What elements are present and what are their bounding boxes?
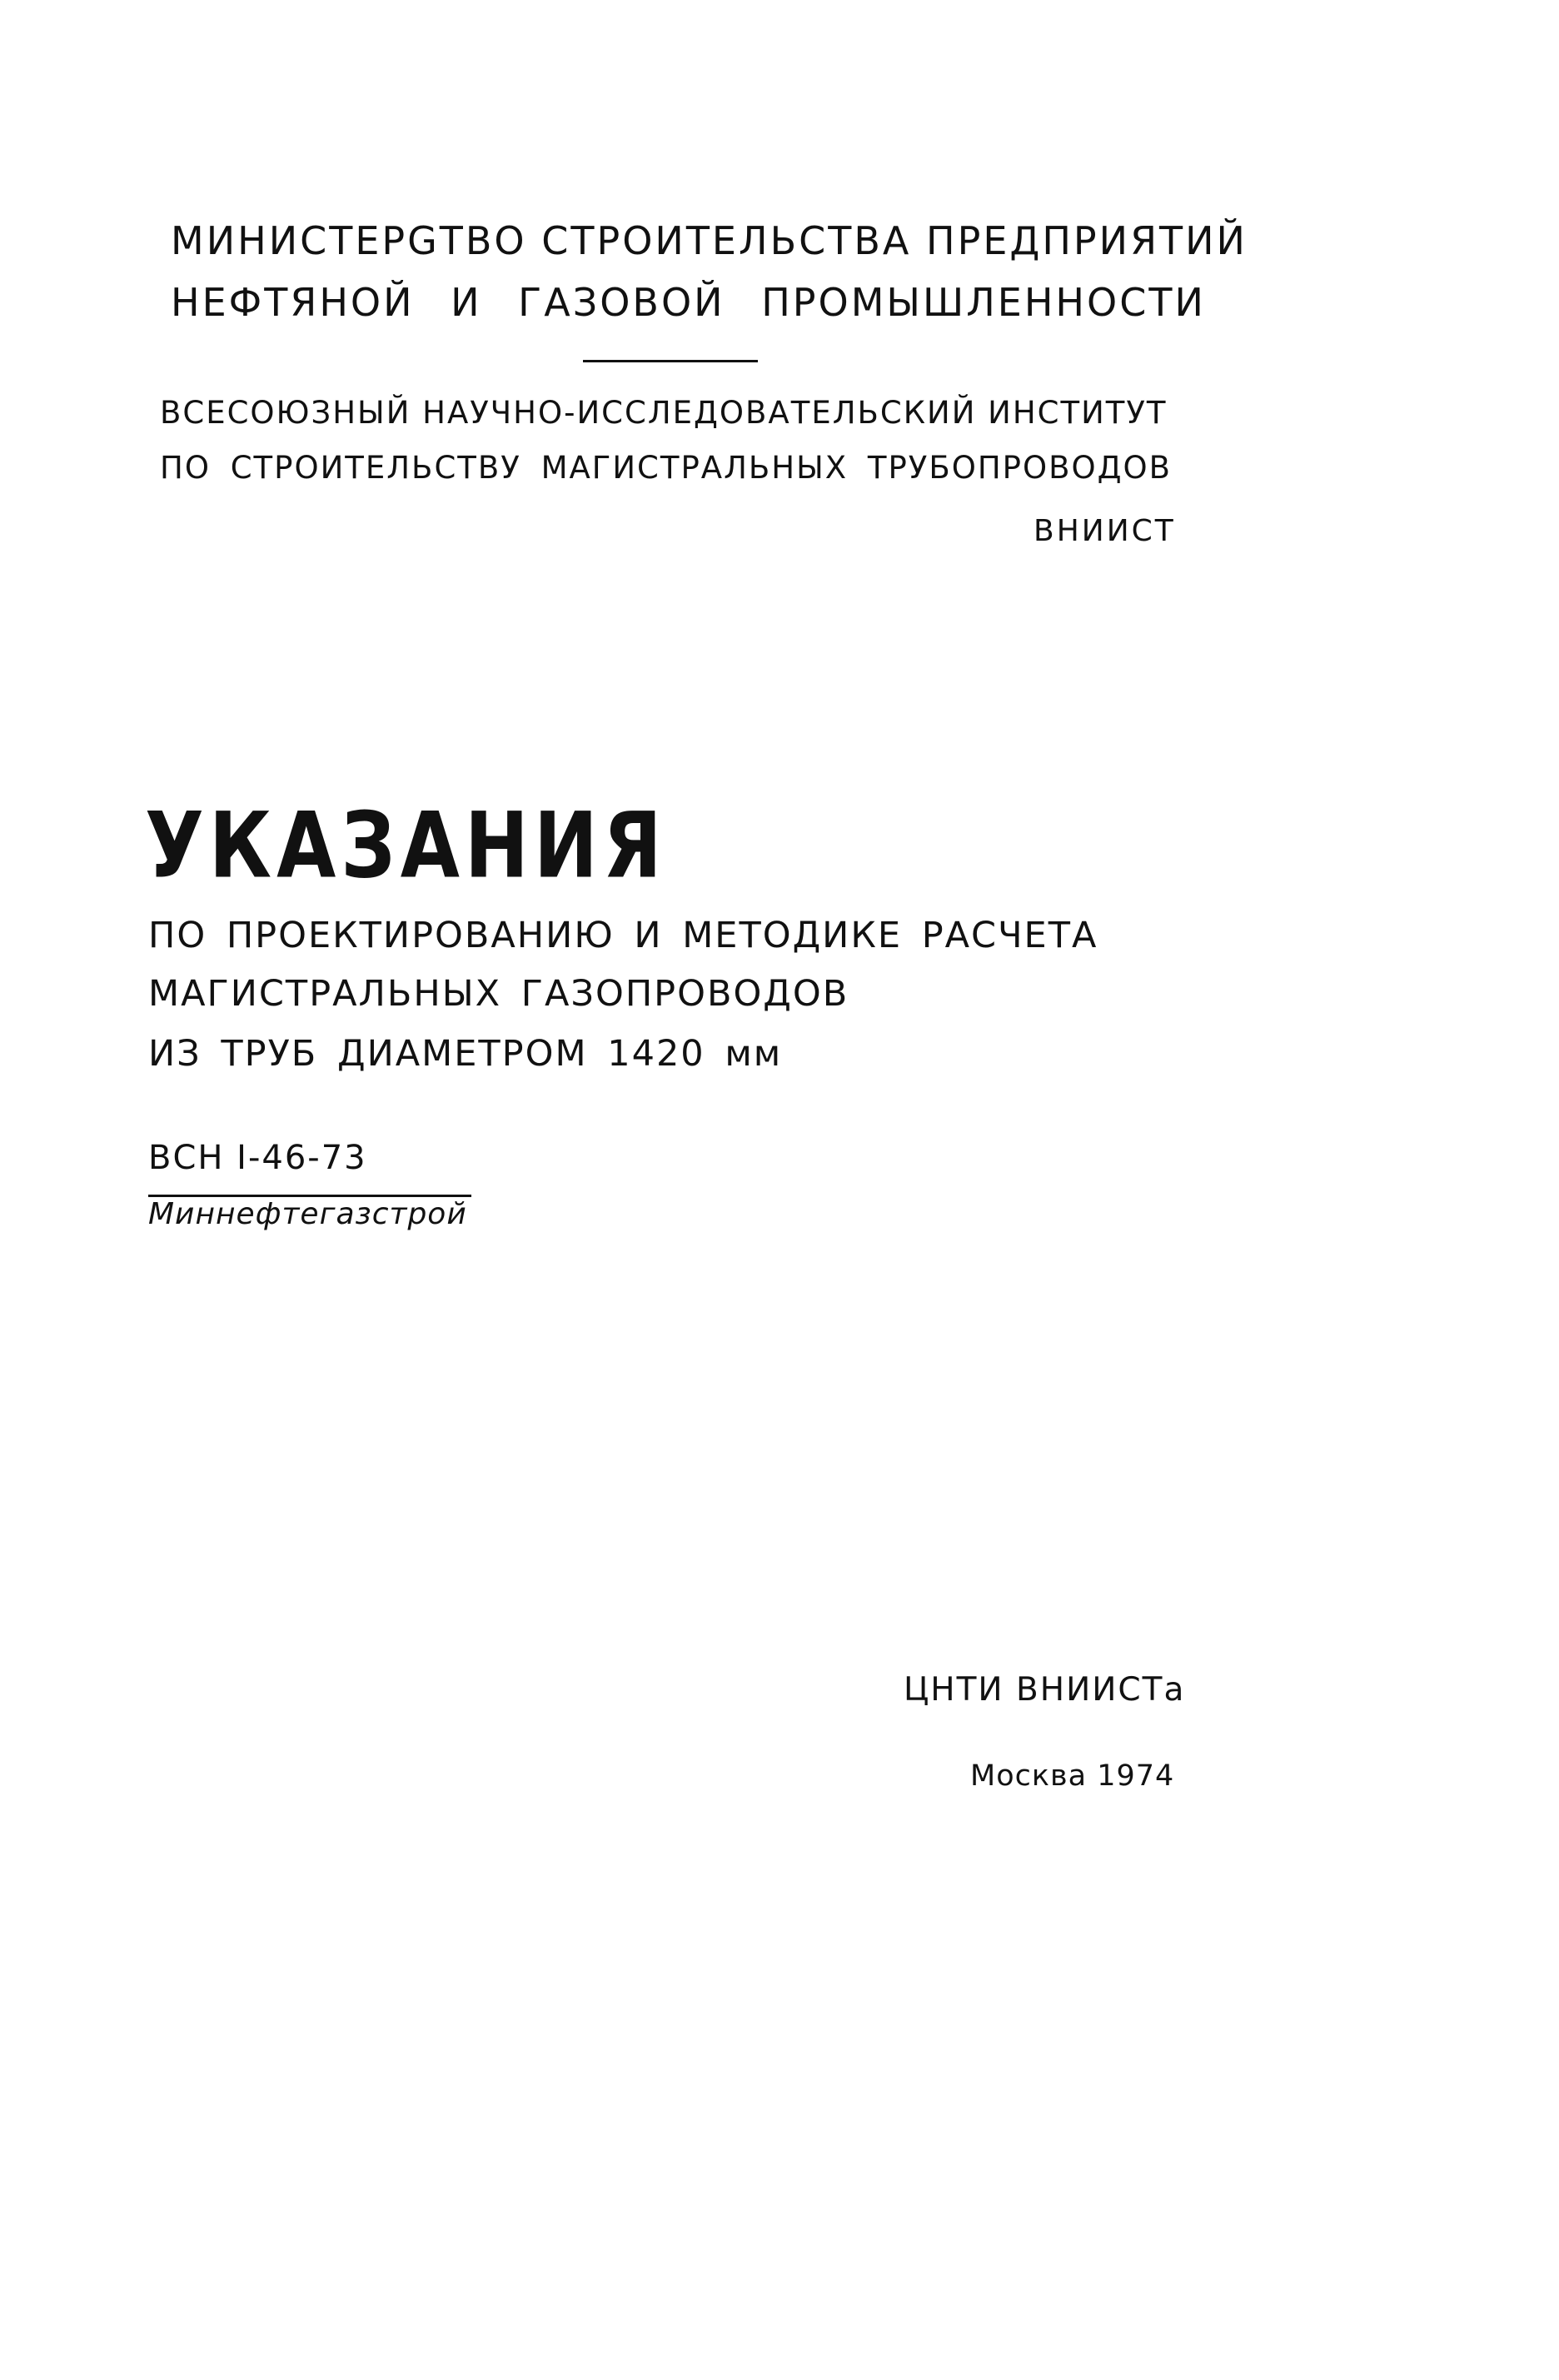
ministry-name-line-1: МИНИСТЕРGТВО СТРОИТЕЛЬСТВА ПРЕДПРИЯТИЙ xyxy=(171,218,1248,263)
document-subtitle-line-2: МАГИСТРАЛЬНЫХ ГАЗОПРОВОДОВ xyxy=(148,973,849,1015)
publisher: ЦНТИ ВНИИСТа xyxy=(904,1671,1186,1709)
document-code: ВСН I-46-73 xyxy=(148,1139,367,1177)
document-issuer: Миннефтегазстрой xyxy=(148,1197,467,1231)
header-divider xyxy=(583,360,758,362)
document-subtitle-line-3: ИЗ ТРУБ ДИАМЕТРОМ 1420 мм xyxy=(148,1033,783,1075)
institute-abbreviation: ВНИИСТ xyxy=(1034,514,1176,548)
city-year: Москва 1974 xyxy=(970,1759,1175,1793)
document-title: УКАЗАНИЯ xyxy=(145,793,667,899)
document-subtitle-line-1: ПО ПРОЕКТИРОВАНИЮ И МЕТОДИКЕ РАСЧЕТА xyxy=(148,915,1098,956)
institute-name-line-2: ПО СТРОИТЕЛЬСТВУ МАГИСТРАЛЬНЫХ ТРУБОПРОВОДОВ xyxy=(160,450,1173,486)
ministry-name-line-2: НЕФТЯНОЙ И ГАЗОВОЙ ПРОМЫШЛЕННОСТИ xyxy=(171,280,1206,325)
institute-name-line-1: ВСЕСОЮЗНЫЙ НАУЧНО-ИССЛЕДОВАТЕЛЬСКИЙ ИНСТИТУТ xyxy=(160,395,1168,431)
